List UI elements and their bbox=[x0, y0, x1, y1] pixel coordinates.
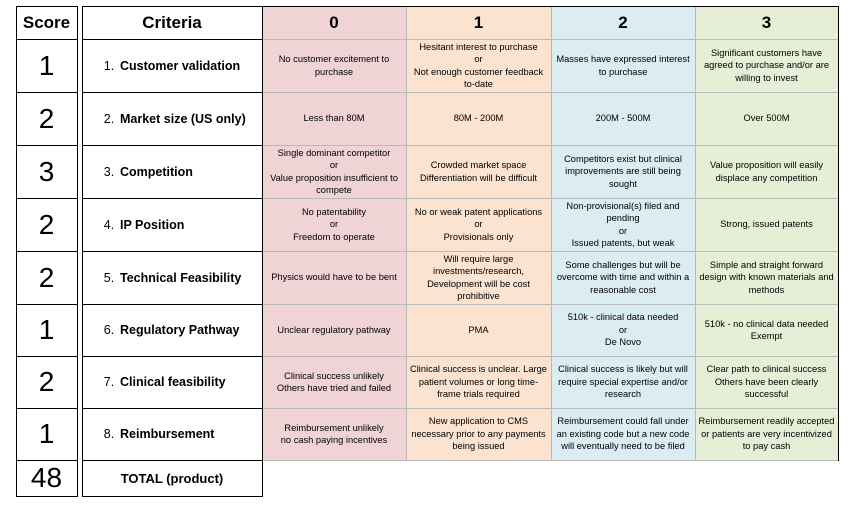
criteria-label: Customer validation bbox=[120, 58, 241, 73]
criteria-label: Reimbursement bbox=[120, 427, 215, 441]
level-0-description: Unclear regulatory pathway bbox=[262, 304, 406, 356]
total-label: TOTAL (product) bbox=[120, 470, 224, 486]
level-0-description: Clinical success unlikely Others have tried and failed bbox=[262, 356, 406, 408]
row-divider bbox=[262, 145, 838, 146]
criteria-number: 1. bbox=[103, 58, 115, 73]
level-2-description: Competitors exist but clinical improvements are still being sought bbox=[551, 145, 695, 198]
column-divider bbox=[82, 6, 83, 497]
total-score: 48 bbox=[30, 462, 63, 493]
level-0-description: Physics would have to be bent bbox=[262, 251, 406, 304]
criteria-label: Regulatory Pathway bbox=[120, 323, 240, 337]
level-3-description: 510k - no clinical data needed Exempt bbox=[695, 304, 838, 356]
score-value: 2 bbox=[38, 208, 55, 240]
level-2-description: 510k - clinical data needed or De Novo bbox=[551, 304, 695, 356]
level-2-description: Non-provisional(s) filed and pending or Issued patents, but weak bbox=[551, 198, 695, 251]
row-divider bbox=[262, 92, 838, 93]
criteria-number: 5. bbox=[103, 270, 115, 285]
row-divider bbox=[82, 408, 262, 409]
level-3-description: Over 500M bbox=[695, 92, 838, 145]
score-value: 2 bbox=[38, 102, 55, 134]
score-value: 1 bbox=[38, 418, 55, 449]
cell-divider bbox=[695, 6, 696, 460]
level-1-description: New application to CMS necessary prior to any payments being issued bbox=[406, 408, 551, 460]
criteria-label: Market size (US only) bbox=[120, 111, 246, 126]
level-1-description: No or weak patent applications or Provisionals only bbox=[406, 198, 551, 251]
column-divider bbox=[262, 6, 263, 497]
score-value: 2 bbox=[38, 366, 55, 397]
score-value: 3 bbox=[38, 155, 55, 187]
header-level-0: 0 bbox=[262, 6, 406, 39]
row-divider bbox=[262, 6, 839, 7]
criteria-cell bbox=[82, 408, 262, 460]
level-0-description: Reimbursement unlikely no cash paying incentives bbox=[262, 408, 406, 460]
criteria-number: 6. bbox=[103, 323, 115, 337]
level-0-description: Single dominant competitor or Value proposition insufficient to compete bbox=[262, 145, 406, 198]
row-divider bbox=[262, 408, 838, 409]
header-level-2: 2 bbox=[551, 6, 695, 39]
level-1-description: Crowded market space Differentiation will be difficult bbox=[406, 145, 551, 198]
level-2-description: Reimbursement could fall under an existing code but a new code will eventually need to be filed bbox=[551, 408, 695, 460]
row-divider bbox=[82, 198, 262, 199]
row-divider bbox=[16, 92, 77, 93]
cell-divider bbox=[406, 6, 407, 460]
row-divider bbox=[16, 251, 77, 252]
criteria-cell bbox=[82, 356, 262, 408]
row-divider bbox=[82, 251, 262, 252]
row-divider bbox=[82, 460, 262, 461]
row-divider bbox=[262, 251, 838, 252]
header-level-1: 1 bbox=[406, 6, 551, 39]
criteria-cell bbox=[82, 92, 262, 145]
criteria-number: 2. bbox=[103, 111, 115, 126]
row-divider bbox=[16, 145, 77, 146]
row-divider bbox=[16, 408, 77, 409]
criteria-label: Competition bbox=[120, 164, 193, 179]
level-3-description: Strong, issued patents bbox=[695, 198, 838, 251]
row-divider bbox=[82, 145, 262, 146]
level-2-description: Masses have expressed interest to purchase bbox=[551, 39, 695, 92]
level-1-description: Will require large investments/research, Development will be cost prohibitive bbox=[406, 251, 551, 304]
criteria-number: 8. bbox=[103, 427, 115, 441]
criteria-number: 3. bbox=[103, 164, 115, 179]
level-1-description: 80M - 200M bbox=[406, 92, 551, 145]
level-1-description: Hesitant interest to purchase or Not enough customer feedback to-date bbox=[406, 39, 551, 92]
row-divider bbox=[262, 39, 838, 40]
level-3-description: Significant customers have agreed to purchase and/or are willing to invest bbox=[695, 39, 838, 92]
row-divider bbox=[82, 356, 262, 357]
column-divider bbox=[77, 6, 78, 497]
cell-divider bbox=[551, 6, 552, 460]
row-divider bbox=[82, 304, 262, 305]
score-value: 1 bbox=[38, 314, 55, 345]
header-score: Score bbox=[22, 12, 71, 32]
column-divider bbox=[16, 6, 17, 497]
row-divider bbox=[16, 356, 77, 357]
level-3-description: Simple and straight forward design with known materials and methods bbox=[695, 251, 838, 304]
level-2-description: Some challenges but will be overcome with time and within a reasonable cost bbox=[551, 251, 695, 304]
criteria-cell bbox=[82, 145, 262, 198]
row-divider bbox=[82, 496, 262, 497]
level-2-description: 200M - 500M bbox=[551, 92, 695, 145]
level-0-description: No patentability or Freedom to operate bbox=[262, 198, 406, 251]
row-divider bbox=[262, 460, 838, 461]
criteria-number: 7. bbox=[103, 375, 115, 389]
level-1-description: PMA bbox=[406, 304, 551, 356]
row-divider bbox=[262, 356, 838, 357]
level-3-description: Reimbursement readily accepted or patients are very incentivized to pay cash bbox=[695, 408, 838, 460]
score-value: 2 bbox=[38, 261, 55, 293]
row-divider bbox=[82, 92, 262, 93]
criteria-label: Technical Feasibility bbox=[120, 270, 242, 285]
level-2-description: Clinical success is likely but will require special expertise and/or research bbox=[551, 356, 695, 408]
level-0-description: No customer excitement to purchase bbox=[262, 39, 406, 92]
header-level-3: 3 bbox=[695, 6, 838, 39]
column-divider bbox=[838, 6, 839, 461]
row-divider bbox=[82, 39, 262, 40]
score-value: 1 bbox=[38, 49, 55, 81]
level-1-description: Clinical success is unclear. Large patient volumes or long time- frame trials required bbox=[406, 356, 551, 408]
criteria-cell bbox=[82, 198, 262, 251]
level-0-description: Less than 80M bbox=[262, 92, 406, 145]
row-divider bbox=[82, 6, 262, 7]
row-divider bbox=[16, 304, 77, 305]
row-divider bbox=[262, 304, 838, 305]
level-3-description: Value proposition will easily displace any competition bbox=[695, 145, 838, 198]
level-3-description: Clear path to clinical success Others have been clearly successful bbox=[695, 356, 838, 408]
criteria-label: Clinical feasibility bbox=[120, 375, 226, 389]
criteria-number: 4. bbox=[103, 217, 115, 232]
row-divider bbox=[16, 198, 77, 199]
criteria-cell bbox=[82, 304, 262, 356]
row-divider bbox=[16, 460, 77, 461]
row-divider bbox=[262, 198, 838, 199]
row-divider bbox=[16, 39, 77, 40]
row-divider bbox=[16, 496, 77, 497]
row-divider bbox=[16, 6, 77, 7]
criteria-cell bbox=[82, 251, 262, 304]
header-criteria: Criteria bbox=[142, 12, 202, 32]
criteria-label: IP Position bbox=[120, 217, 185, 232]
criteria-cell bbox=[82, 39, 262, 92]
